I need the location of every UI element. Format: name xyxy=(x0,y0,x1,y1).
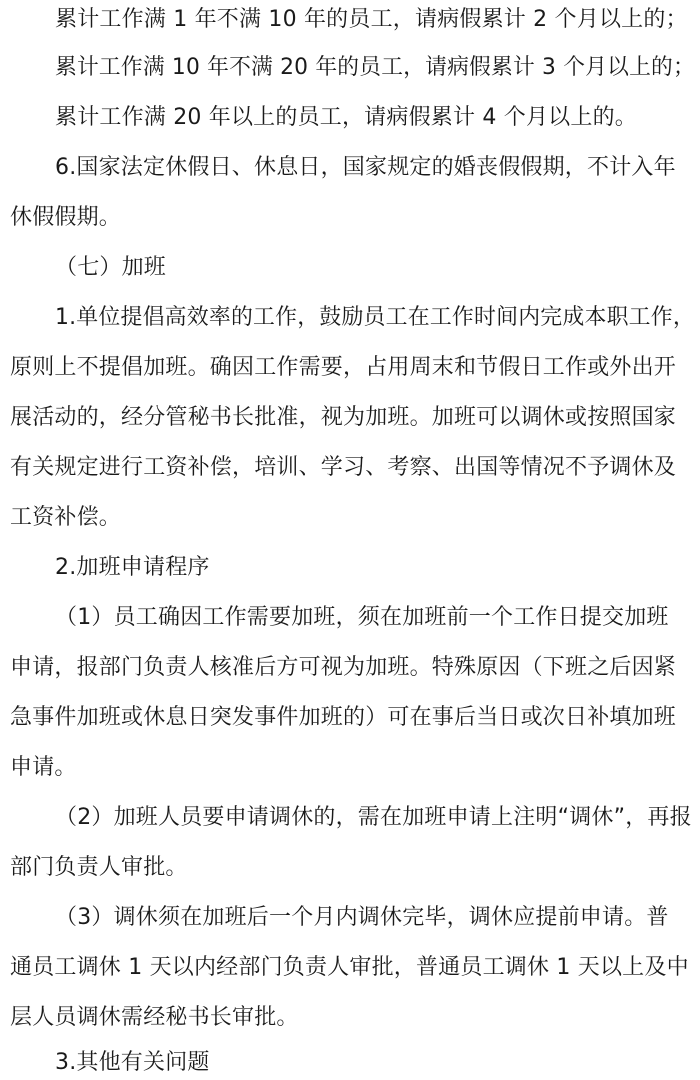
text-line: 申请，报部门负责人核准后方可视为加班。特殊原因（下班之后因紧 xyxy=(10,655,677,680)
text-line: 急事件加班或休息日突发事件加班的）可在事后当日或次日补填加班 xyxy=(10,705,677,730)
text-line: （3）调休须在加班后一个月内调休完毕，调休应提前申请。普 xyxy=(55,905,669,930)
text-line: 原则上不提倡加班。确因工作需要，占用周末和节假日工作或外出开 xyxy=(10,355,677,380)
text-line: 累计工作满 10 年不满 20 年的员工，请病假累计 3 个月以上的； xyxy=(55,55,695,80)
text-line: 层人员调休需经秘书长审批。 xyxy=(10,1005,299,1030)
text-line: 累计工作满 1 年不满 10 年的员工，请病假累计 2 个月以上的； xyxy=(55,7,688,32)
text-line: （1）员工确因工作需要加班，须在加班前一个工作日提交加班 xyxy=(55,605,669,630)
section-heading: （七）加班 xyxy=(55,255,167,280)
text-line: 休假假期。 xyxy=(10,205,122,230)
text-line: 展活动的，经分管秘书长批准，视为加班。加班可以调休或按照国家 xyxy=(10,405,677,430)
text-line: 1.单位提倡高效率的工作，鼓励员工在工作时间内完成本职工作， xyxy=(55,305,695,330)
text-line: 6.国家法定休假日、休息日，国家规定的婚丧假假期，不计入年 xyxy=(55,155,676,180)
text-line: 累计工作满 20 年以上的员工，请病假累计 4 个月以上的。 xyxy=(55,105,637,130)
subsection-heading: 3.其他有关问题 xyxy=(55,1050,210,1075)
text-line: 部门负责人审批。 xyxy=(10,855,188,880)
subsection-heading: 2.加班申请程序 xyxy=(55,555,210,580)
text-line: 通员工调休 1 天以内经部门负责人审批，普通员工调休 1 天以上及中 xyxy=(10,955,689,980)
text-line: 申请。 xyxy=(10,755,77,780)
text-line: 工资补偿。 xyxy=(10,505,122,530)
text-line: （2）加班人员要申请调休的，需在加班申请上注明“调休”，再报 xyxy=(55,805,692,830)
text-line: 有关规定进行工资补偿，培训、学习、考察、出国等情况不予调休及 xyxy=(10,455,677,480)
